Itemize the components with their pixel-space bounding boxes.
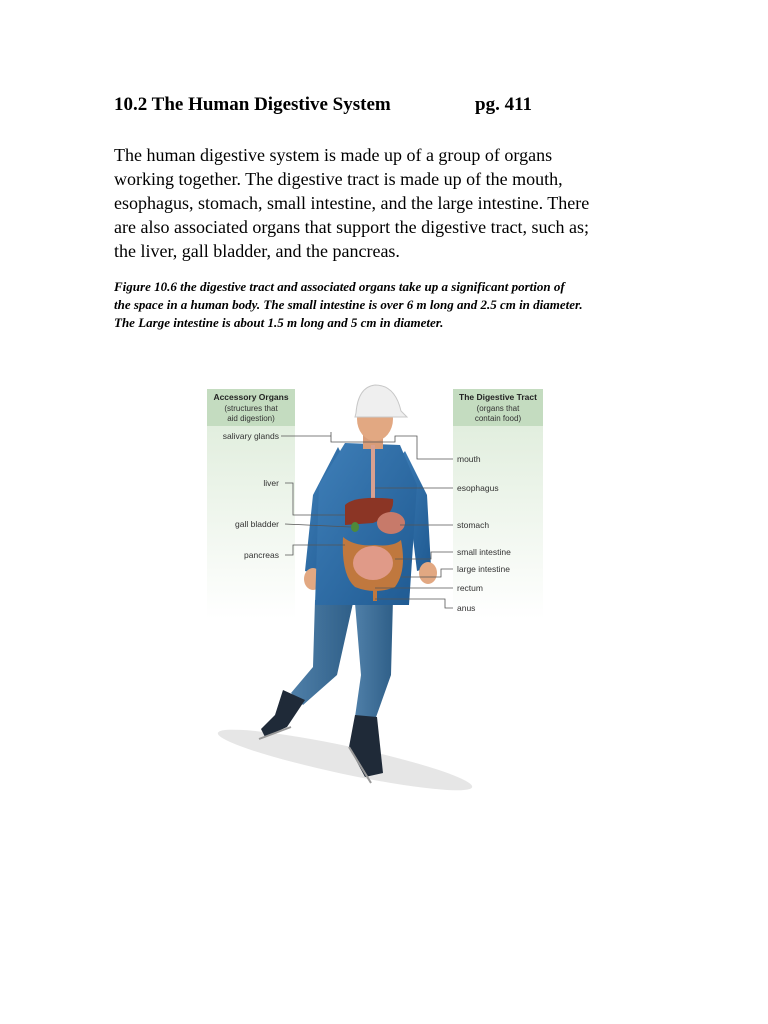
gall-bladder-organ	[351, 522, 359, 532]
right-hand	[419, 562, 437, 584]
label-small-intestine: small intestine	[457, 547, 511, 557]
figure-caption	[114, 278, 674, 332]
accessory-subtitle: aid digestion)	[227, 414, 275, 423]
body-line: The human digestive system is made up of a group of organs	[114, 145, 553, 165]
stomach-organ	[377, 512, 405, 534]
body-line: are also associated organs that support the digestive tract, such as;	[114, 217, 590, 237]
body-paragraph	[114, 143, 654, 263]
section-title: 10.2 The Human Digestive System	[114, 94, 391, 115]
tract-subtitle: (organs that	[476, 404, 520, 413]
body-line: the liver, gall bladder, and the pancreas.	[114, 241, 400, 261]
label-anus: anus	[457, 603, 476, 613]
label-stomach: stomach	[457, 520, 490, 530]
right-leg	[355, 599, 393, 720]
figure-illustration	[195, 375, 555, 795]
label-rectum: rectum	[457, 583, 483, 593]
accessory-subtitle: (structures that	[224, 404, 278, 413]
left-leg	[291, 600, 353, 705]
label-mouth: mouth	[457, 454, 481, 464]
caption-line: The Large intestine is about 1.5 m long and 5 cm in diameter.	[114, 315, 444, 330]
label-liver: liver	[263, 478, 279, 488]
body-line: esophagus, stomach, small intestine, and the large intestine. There	[114, 193, 590, 213]
small-intestine-organ	[353, 546, 393, 580]
helmet	[355, 385, 407, 417]
label-salivary-glands: salivary glands	[222, 431, 279, 441]
label-esophagus: esophagus	[457, 483, 499, 493]
page-reference: pg. 411	[475, 94, 533, 115]
label-pancreas: pancreas	[244, 550, 279, 560]
page-heading	[114, 94, 674, 116]
label-gall-bladder: gall bladder	[235, 519, 279, 529]
tract-title: The Digestive Tract	[459, 392, 537, 402]
body-line: working together. The digestive tract is made up of the mouth,	[114, 169, 563, 189]
caption-line: the space in a human body. The small intestine is over 6 m long and 2.5 cm in diameter.	[114, 297, 583, 312]
digestive-system-figure	[195, 375, 555, 795]
label-large-intestine: large intestine	[457, 564, 510, 574]
tract-subtitle: contain food)	[474, 414, 522, 423]
caption-line: Figure 10.6 the digestive tract and associated organs take up a significant portion of	[114, 279, 565, 294]
accessory-title: Accessory Organs	[213, 392, 289, 402]
ground-shadow	[215, 719, 475, 795]
